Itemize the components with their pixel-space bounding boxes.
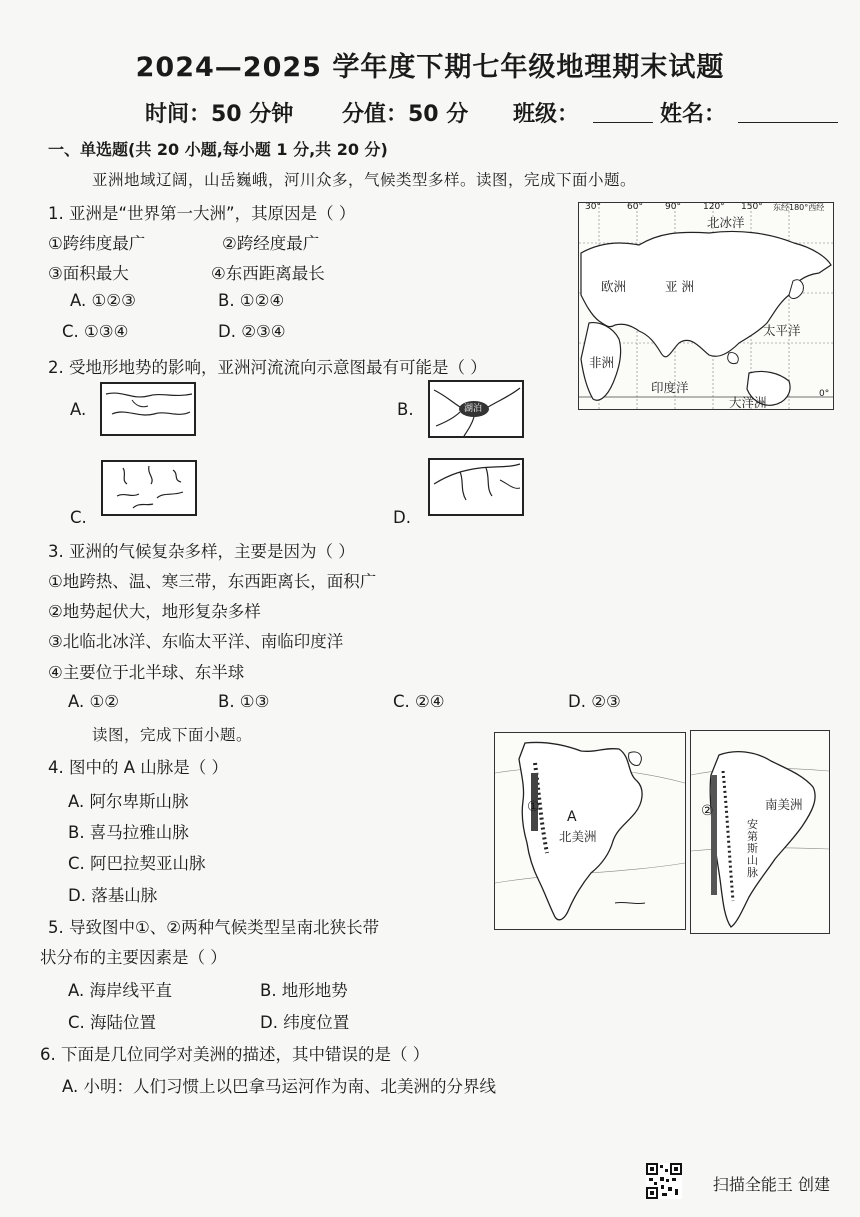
lon-label-180: 东经180°西经 — [773, 203, 825, 212]
q4-option-d[interactable]: D. 落基山脉 — [68, 886, 158, 905]
q6-stem: 6. 下面是几位同学对美洲的描述，其中错误的是（ ） — [40, 1045, 430, 1064]
south-america-map — [690, 730, 830, 934]
name-blank[interactable] — [738, 100, 838, 123]
q2-option-c-diagram[interactable] — [101, 460, 197, 516]
asia-map-graphic — [579, 203, 833, 409]
north-america-map — [494, 732, 686, 930]
q2-option-d-label[interactable]: D. — [393, 508, 411, 527]
lon-label-60: 60° — [627, 202, 643, 212]
label-andes: 安第斯山脉 — [747, 818, 758, 879]
lon-label-30: 30° — [585, 202, 601, 212]
q1-option-a[interactable]: A. ①②③ — [70, 291, 136, 310]
q1-statement-4: ④东西距离最长 — [211, 264, 325, 283]
q1-statement-3: ③面积最大 — [48, 264, 129, 283]
intro-2: 读图，完成下面小题。 — [92, 726, 253, 744]
label-africa: 非洲 — [589, 355, 615, 370]
name-label: 姓名： — [660, 102, 727, 127]
q5-option-a[interactable]: A. 海岸线平直 — [68, 981, 172, 1000]
q4-option-a[interactable]: A. 阿尔卑斯山脉 — [68, 792, 189, 811]
label-south-america: 南美洲 — [765, 797, 803, 812]
q5-option-b[interactable]: B. 地形地势 — [260, 981, 348, 1000]
lon-label-90: 90° — [665, 202, 681, 212]
qr-code-icon — [646, 1163, 682, 1199]
label-europe: 欧洲 — [601, 279, 627, 294]
q4-stem: 4. 图中的 A 山脉是（ ） — [48, 758, 229, 777]
climate-mark-2: ② — [701, 803, 714, 819]
q4-option-b[interactable]: B. 喜马拉雅山脉 — [68, 823, 189, 842]
exam-score: 分值：50 分 — [342, 102, 469, 127]
label-arctic-ocean: 北冰洋 — [707, 215, 745, 230]
river-diagram-a — [102, 384, 194, 434]
q3-statement-2: ②地势起伏大，地形复杂多样 — [48, 602, 261, 621]
scanner-watermark: 扫描全能王 创建 — [712, 1175, 830, 1194]
exam-time: 时间：50 分钟 — [145, 102, 294, 127]
climate-mark-1: ① — [527, 799, 540, 815]
q2-option-c-label[interactable]: C. — [70, 508, 87, 527]
q3-statement-3: ③北临北冰洋、东临太平洋、南临印度洋 — [48, 632, 344, 651]
lake-label: 湖泊 — [464, 404, 483, 414]
q5-option-d[interactable]: D. 纬度位置 — [260, 1013, 350, 1032]
lon-label-120: 120° — [703, 202, 725, 212]
q5-stem-line2: 状分布的主要因素是（ ） — [40, 948, 227, 967]
q3-option-c[interactable]: C. ②④ — [393, 692, 445, 711]
q3-option-b[interactable]: B. ①③ — [218, 692, 270, 711]
q4-option-c[interactable]: C. 阿巴拉契亚山脉 — [68, 854, 206, 873]
q2-option-a-diagram[interactable] — [100, 382, 196, 436]
q5-stem-line1: 5. 导致图中①、②两种气候类型呈南北狭长带 — [48, 918, 380, 937]
class-blank[interactable] — [593, 100, 653, 123]
river-diagram-d — [430, 460, 522, 514]
exam-title: 2024—2025 学年度下期七年级地理期末试题 — [135, 52, 725, 83]
q2-option-d-diagram[interactable] — [428, 458, 524, 516]
class-label: 班级： — [513, 102, 580, 127]
q3-statement-1: ①地跨热、温、寒三带，东西距离长，面积广 — [48, 572, 377, 591]
label-oceania: 大洋洲 — [729, 395, 767, 410]
mountain-label-a: A — [567, 809, 577, 825]
q2-option-b-label[interactable]: B. — [397, 400, 414, 419]
q1-option-b[interactable]: B. ①②④ — [218, 291, 285, 310]
asia-map — [578, 202, 834, 410]
label-asia: 亚 洲 — [665, 279, 694, 294]
river-diagram-c — [103, 462, 195, 514]
q3-option-d[interactable]: D. ②③ — [568, 692, 621, 711]
q5-option-c[interactable]: C. 海陆位置 — [68, 1013, 157, 1032]
q3-statement-4: ④主要位于北半球、东半球 — [48, 663, 245, 682]
q2-option-a-label[interactable]: A. — [70, 400, 87, 419]
q1-option-d[interactable]: D. ②③④ — [218, 322, 286, 341]
q6-option-a[interactable]: A. 小明：人们习惯上以巴拿马运河作为南、北美洲的分界线 — [62, 1077, 496, 1096]
label-indian-ocean: 印度洋 — [651, 380, 689, 395]
q1-stem: 1. 亚洲是“世界第一大洲”，其原因是（ ） — [48, 204, 356, 223]
label-pacific-ocean: 太平洋 — [763, 323, 801, 338]
q2-stem: 2. 受地形地势的影响，亚洲河流流向示意图最有可能是（ ） — [48, 358, 487, 377]
q3-option-a[interactable]: A. ①② — [68, 692, 120, 711]
section-heading: 一、单选题(共 20 小题,每小题 1 分,共 20 分) — [48, 140, 388, 159]
lat-label-equator: 0° — [819, 389, 830, 399]
lon-label-150: 150° — [741, 202, 763, 212]
q1-statement-1: ①跨纬度最广 — [48, 234, 146, 253]
q1-statement-2: ②跨经度最广 — [222, 234, 320, 253]
q2-option-b-diagram[interactable] — [428, 380, 524, 438]
section-intro: 亚洲地域辽阔，山岳巍峨，河川众多，气候类型多样。读图，完成下面小题。 — [92, 171, 637, 189]
south-america-graphic — [691, 731, 829, 933]
label-north-america: 北美洲 — [559, 829, 597, 844]
q3-stem: 3. 亚洲的气候复杂多样，主要是因为（ ） — [48, 542, 355, 561]
q1-option-c[interactable]: C. ①③④ — [62, 322, 129, 341]
qr-code-graphic — [646, 1163, 682, 1199]
